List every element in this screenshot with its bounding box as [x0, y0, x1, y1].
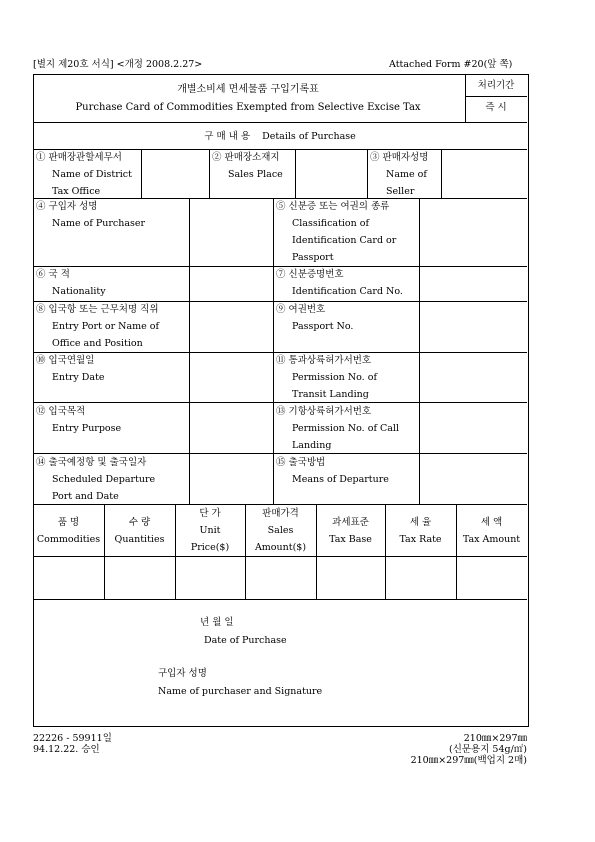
- col-label: 세 액: [480, 517, 503, 528]
- field-label: Permission No. of: [292, 372, 377, 383]
- col-tax-amount: [456, 514, 527, 548]
- col-label: Commodities: [36, 534, 101, 545]
- seller-name-ko: ③ 판매자성명: [370, 152, 429, 163]
- attached-form-label: Attached Form #20(앞 쪽): [389, 59, 513, 70]
- field-label: ⑨ 여권번호: [276, 304, 326, 315]
- field-label: ⑬ 기항상륙허가서번호: [276, 406, 372, 417]
- passport-number-label: [276, 301, 353, 335]
- field-label: ⑮ 출국방법: [276, 457, 326, 468]
- field-label: Means of Departure: [292, 474, 389, 485]
- col-label: Tax Rate: [399, 534, 442, 545]
- field-label: ⑥ 국 적: [36, 269, 70, 280]
- field-label: Classification of: [292, 218, 370, 229]
- entry-port-label: [36, 301, 159, 352]
- field-label: Permission No. of Call: [292, 423, 399, 434]
- col-tax-base: [316, 514, 385, 548]
- field-label: Passport: [292, 252, 334, 263]
- district-label-ko: ① 판매장관할세무서: [36, 152, 122, 163]
- field-label: Landing: [292, 440, 332, 451]
- departure-port-label: [36, 454, 155, 505]
- field-label: Entry Purpose: [52, 423, 122, 434]
- purchaser-name-label: [36, 198, 145, 232]
- section-title: [33, 128, 527, 145]
- seller-name-en-1: Name of: [386, 169, 427, 180]
- purchaser-signature-ko: 구입자 성명: [158, 668, 207, 679]
- footer-approval-number: 22226 - 59911일: [33, 733, 112, 744]
- col-unit-price: [175, 505, 245, 556]
- field-label: ⑧ 입국항 또는 근무처명 직위: [36, 304, 159, 315]
- col-sales-amount: [245, 505, 316, 556]
- purchaser-signature-en: Name of purchaser and Signature: [158, 686, 323, 697]
- col-label: Tax Amount: [462, 534, 521, 545]
- section-title-ko: 구 매 내 용: [204, 131, 251, 142]
- transit-landing-label: [276, 352, 377, 403]
- purchase-date-en: Date of Purchase: [204, 635, 287, 646]
- nationality-label: [36, 266, 106, 300]
- seller-name-label: [370, 149, 428, 200]
- field-label: Scheduled Departure: [52, 474, 156, 485]
- field-label: ⑩ 입국연월일: [36, 355, 95, 366]
- field-label: ⑫ 입국목적: [36, 406, 86, 417]
- field-label: Name of Purchaser: [52, 218, 146, 229]
- col-label: Tax Base: [329, 534, 372, 545]
- footer-paper-backup: 210㎜×297㎜(백업지 2매): [410, 755, 527, 766]
- col-label: Sales: [267, 525, 294, 536]
- processing-period-value: 즉 시: [485, 102, 507, 113]
- col-label: 수 량: [128, 517, 151, 528]
- id-classification-label: [276, 198, 396, 266]
- footer-paper-size: 210㎜×297㎜: [463, 733, 527, 744]
- processing-period-label: 처리기간: [477, 80, 515, 91]
- id-card-number-label: [276, 266, 403, 300]
- seller-name-en-2: Seller: [386, 186, 415, 197]
- field-label: Passport No.: [292, 321, 354, 332]
- col-label: Amount($): [254, 542, 307, 553]
- col-label: Price($): [190, 542, 230, 553]
- field-label: ⑪ 통과상륙허가서번호: [276, 355, 372, 366]
- footer-paper-type: (신문용지 54g/㎡): [448, 744, 527, 755]
- district-tax-office-label: [36, 149, 132, 200]
- col-label: 판매가격: [262, 508, 299, 519]
- field-label: Identification Card or: [292, 235, 397, 246]
- field-label: Port and Date: [52, 491, 119, 502]
- footer-approval-date: 94.12.22. 승인: [33, 744, 100, 755]
- sales-place-en: Sales Place: [228, 169, 283, 180]
- district-label-en-1: Name of District: [52, 169, 132, 180]
- call-landing-label: [276, 403, 399, 454]
- entry-date-label: [36, 352, 105, 386]
- field-label: Entry Date: [52, 372, 105, 383]
- sales-place-label: [212, 149, 283, 183]
- col-tax-rate: [385, 514, 456, 548]
- col-commodities: [33, 514, 104, 548]
- entry-purpose-label: [36, 403, 121, 437]
- col-label: Quantities: [114, 534, 165, 545]
- departure-means-label: [276, 454, 389, 488]
- field-label: Nationality: [52, 286, 106, 297]
- field-label: Entry Port or Name of: [52, 321, 160, 332]
- field-label: ⑤ 신분증 또는 여권의 종류: [276, 201, 390, 212]
- purchase-date-ko: 년 월 일: [200, 617, 234, 628]
- field-label: Identification Card No.: [292, 286, 403, 297]
- section-title-en: Details of Purchase: [262, 131, 356, 142]
- title-english: Purchase Card of Commodities Exempted from Selective Excise Tax: [75, 102, 421, 113]
- field-label: ⑦ 신분증명번호: [276, 269, 344, 280]
- col-label: 품 명: [57, 517, 80, 528]
- title-korean: 개별소비세 면세물품 구입기록표: [177, 84, 319, 95]
- field-label: ⑭ 출국예정항 및 출국일자: [36, 457, 147, 468]
- col-label: 세 율: [409, 517, 432, 528]
- field-label: Office and Position: [52, 338, 143, 349]
- district-label-en-2: Tax Office: [52, 186, 101, 197]
- form-number: [별지 제20호 서식] <개정 2008.2.27>: [33, 59, 203, 70]
- col-label: 과세표준: [332, 517, 369, 528]
- field-label: ④ 구입자 성명: [36, 201, 98, 212]
- col-label: 단 가: [199, 508, 221, 519]
- col-quantities: [104, 514, 175, 548]
- field-label: Transit Landing: [292, 389, 369, 400]
- col-label: Unit: [199, 525, 221, 536]
- sales-place-ko: ② 판매장소재지: [212, 152, 280, 163]
